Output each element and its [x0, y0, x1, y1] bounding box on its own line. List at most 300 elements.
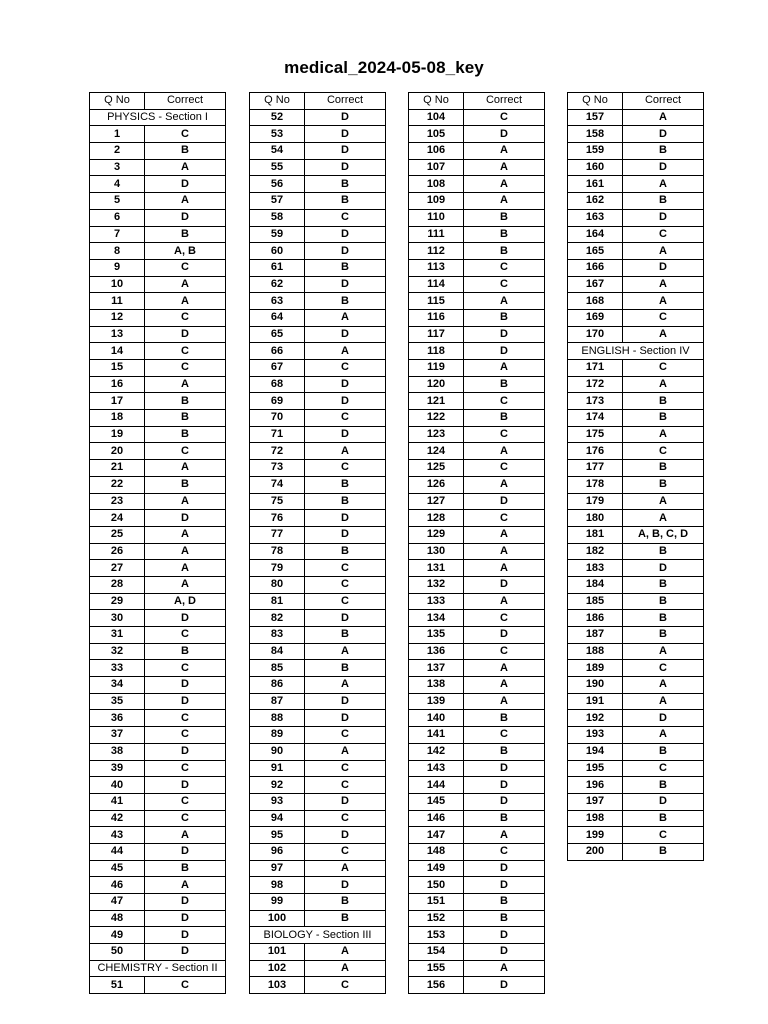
question-number: 173: [568, 393, 623, 410]
correct-answer: A: [464, 593, 545, 610]
question-number: 85: [250, 660, 305, 677]
correct-answer: D: [305, 793, 386, 810]
table-row: [409, 159, 545, 176]
table-row: [90, 877, 226, 894]
table-row: [250, 259, 386, 276]
question-number: 19: [90, 426, 145, 443]
correct-answer: C: [464, 276, 545, 293]
table-row: [409, 476, 545, 493]
table-row: [250, 126, 386, 143]
question-number: 49: [90, 927, 145, 944]
table-row: [250, 143, 386, 160]
correct-answer: D: [305, 376, 386, 393]
table-row: [568, 426, 704, 443]
table-row: [90, 610, 226, 627]
correct-answer: D: [145, 927, 226, 944]
table-row: [250, 627, 386, 644]
correct-answer: B: [305, 476, 386, 493]
table-row: [568, 810, 704, 827]
question-number: 2: [90, 143, 145, 160]
section-title: ENGLISH - Section IV: [568, 343, 704, 360]
table-row: [568, 360, 704, 377]
correct-answer: B: [464, 910, 545, 927]
correct-answer: C: [623, 226, 704, 243]
table-row: [409, 510, 545, 527]
table-row: [250, 677, 386, 694]
table-row: [90, 627, 226, 644]
correct-answer: D: [305, 243, 386, 260]
table-row: [90, 693, 226, 710]
table-row: [568, 543, 704, 560]
table-row: [250, 526, 386, 543]
question-number: 1: [90, 126, 145, 143]
correct-answer: B: [145, 143, 226, 160]
question-number: 82: [250, 610, 305, 627]
question-number: 31: [90, 627, 145, 644]
table-row: [568, 326, 704, 343]
question-number: 110: [409, 209, 464, 226]
correct-answer: D: [464, 760, 545, 777]
table-row: [250, 460, 386, 477]
question-number: 131: [409, 560, 464, 577]
correct-answer: B: [305, 493, 386, 510]
correct-answer: D: [145, 944, 226, 961]
correct-answer: B: [305, 894, 386, 911]
correct-answer: A: [464, 293, 545, 310]
table-row: [409, 910, 545, 927]
correct-answer: A: [305, 343, 386, 360]
table-row: [409, 259, 545, 276]
question-number: 106: [409, 143, 464, 160]
correct-answer: A: [464, 543, 545, 560]
table-row: [568, 309, 704, 326]
correct-answer: B: [145, 426, 226, 443]
question-number: 55: [250, 159, 305, 176]
correct-answer: C: [305, 560, 386, 577]
correct-answer: A: [464, 443, 545, 460]
correct-answer: A: [464, 159, 545, 176]
question-number: 28: [90, 576, 145, 593]
question-number: 98: [250, 877, 305, 894]
correct-answer: B: [145, 643, 226, 660]
table-row: [409, 493, 545, 510]
table-row: [250, 343, 386, 360]
table-row: [409, 226, 545, 243]
correct-answer: D: [464, 493, 545, 510]
correct-answer: C: [305, 777, 386, 794]
table-row: [90, 576, 226, 593]
question-number: 116: [409, 309, 464, 326]
table-row: [568, 627, 704, 644]
correct-answer: D: [145, 176, 226, 193]
correct-answer: A: [623, 426, 704, 443]
table-row: [409, 827, 545, 844]
correct-answer: A: [145, 376, 226, 393]
correct-answer: C: [305, 576, 386, 593]
correct-answer: D: [145, 894, 226, 911]
correct-answer: C: [145, 309, 226, 326]
correct-answer: C: [305, 810, 386, 827]
table-row: [250, 493, 386, 510]
table-row: [250, 393, 386, 410]
question-number: 190: [568, 677, 623, 694]
question-number: 18: [90, 410, 145, 427]
correct-answer: B: [623, 843, 704, 860]
table-row: [90, 677, 226, 694]
correct-answer: A: [623, 176, 704, 193]
question-number: 69: [250, 393, 305, 410]
table-row: [90, 276, 226, 293]
correct-answer: A: [145, 576, 226, 593]
correct-answer: B: [305, 259, 386, 276]
table-row: [90, 143, 226, 160]
section-title: PHYSICS - Section I: [90, 109, 226, 126]
correct-answer: B: [464, 894, 545, 911]
question-number: 195: [568, 760, 623, 777]
table-row: [409, 360, 545, 377]
table-row: [568, 510, 704, 527]
correct-answer: C: [145, 360, 226, 377]
table-row: [568, 760, 704, 777]
question-number: 63: [250, 293, 305, 310]
question-number: 121: [409, 393, 464, 410]
table-row: [568, 376, 704, 393]
table-row: [90, 326, 226, 343]
question-number: 73: [250, 460, 305, 477]
table-header-row: [568, 93, 704, 110]
correct-answer: B: [305, 543, 386, 560]
correct-answer: D: [623, 560, 704, 577]
correct-answer: A: [623, 510, 704, 527]
question-number: 72: [250, 443, 305, 460]
table-row: [409, 293, 545, 310]
question-number: 186: [568, 610, 623, 627]
table-row: [250, 727, 386, 744]
table-row: [568, 109, 704, 126]
question-number: 75: [250, 493, 305, 510]
correct-answer: A, B, C, D: [623, 526, 704, 543]
correct-answer: C: [305, 209, 386, 226]
question-number: 43: [90, 827, 145, 844]
question-number: 161: [568, 176, 623, 193]
correct-answer: C: [305, 360, 386, 377]
table-row: [250, 693, 386, 710]
correct-header: Correct: [305, 93, 386, 110]
question-number: 42: [90, 810, 145, 827]
question-number: 142: [409, 743, 464, 760]
question-number: 197: [568, 793, 623, 810]
table-row: [250, 476, 386, 493]
correct-answer: B: [145, 226, 226, 243]
table-row: [90, 760, 226, 777]
question-number: 3: [90, 159, 145, 176]
table-row: [409, 460, 545, 477]
question-number: 101: [250, 944, 305, 961]
correct-answer: A, B: [145, 243, 226, 260]
table-row: [568, 476, 704, 493]
correct-answer: D: [305, 159, 386, 176]
question-number: 89: [250, 727, 305, 744]
table-row: [90, 560, 226, 577]
correct-answer: A: [145, 543, 226, 560]
correct-answer: C: [145, 727, 226, 744]
table-row: [568, 526, 704, 543]
question-number: 74: [250, 476, 305, 493]
table-row: [90, 827, 226, 844]
table-row: [250, 326, 386, 343]
table-row: [90, 927, 226, 944]
question-number: 156: [409, 977, 464, 994]
table-row: [409, 877, 545, 894]
correct-answer: D: [145, 209, 226, 226]
question-number: 87: [250, 693, 305, 710]
table-row: [250, 860, 386, 877]
table-row: [568, 677, 704, 694]
question-number: 177: [568, 460, 623, 477]
question-number: 185: [568, 593, 623, 610]
correct-answer: A: [464, 560, 545, 577]
table-row: [250, 894, 386, 911]
correct-answer: C: [623, 309, 704, 326]
question-number: 6: [90, 209, 145, 226]
correct-answer: D: [464, 944, 545, 961]
question-number: 83: [250, 627, 305, 644]
table-row: [250, 543, 386, 560]
correct-answer: A: [623, 376, 704, 393]
table-row: [568, 843, 704, 860]
question-number: 38: [90, 743, 145, 760]
correct-answer: D: [305, 226, 386, 243]
correct-answer: D: [464, 793, 545, 810]
question-number: 168: [568, 293, 623, 310]
correct-answer: A: [305, 743, 386, 760]
correct-answer: C: [145, 810, 226, 827]
correct-answer: A: [464, 960, 545, 977]
correct-answer: A: [145, 827, 226, 844]
question-number: 78: [250, 543, 305, 560]
question-number: 194: [568, 743, 623, 760]
correct-answer: C: [145, 343, 226, 360]
question-number: 151: [409, 894, 464, 911]
table-row: [409, 343, 545, 360]
table-row: [90, 226, 226, 243]
table-row: [409, 193, 545, 210]
question-number: 70: [250, 410, 305, 427]
table-row: [90, 843, 226, 860]
correct-answer: B: [623, 393, 704, 410]
correct-answer: A: [464, 827, 545, 844]
table-row: [250, 944, 386, 961]
question-number: 200: [568, 843, 623, 860]
table-row: [90, 710, 226, 727]
correct-answer: A: [623, 243, 704, 260]
question-number: 124: [409, 443, 464, 460]
table-row: [568, 777, 704, 794]
table-row: [568, 827, 704, 844]
correct-answer: D: [464, 860, 545, 877]
correct-header: Correct: [145, 93, 226, 110]
table-row: [568, 727, 704, 744]
table-row: [568, 293, 704, 310]
correct-answer: A: [623, 493, 704, 510]
question-number: 66: [250, 343, 305, 360]
table-row: [409, 593, 545, 610]
table-row: [409, 393, 545, 410]
table-row: [250, 159, 386, 176]
question-number: 12: [90, 309, 145, 326]
question-number: 8: [90, 243, 145, 260]
table-row: [409, 927, 545, 944]
question-number: 152: [409, 910, 464, 927]
section-header-row: [568, 343, 704, 360]
question-number: 58: [250, 209, 305, 226]
table-row: [90, 944, 226, 961]
correct-answer: A: [145, 493, 226, 510]
correct-answer: A: [623, 109, 704, 126]
correct-answer: D: [145, 610, 226, 627]
question-number: 178: [568, 476, 623, 493]
table-row: [250, 576, 386, 593]
question-number: 25: [90, 526, 145, 543]
correct-answer: C: [305, 593, 386, 610]
table-row: [409, 627, 545, 644]
question-number: 97: [250, 860, 305, 877]
question-number: 139: [409, 693, 464, 710]
correct-answer: D: [145, 777, 226, 794]
correct-answer: D: [305, 109, 386, 126]
correct-answer: B: [623, 627, 704, 644]
table-row: [568, 193, 704, 210]
table-row: [409, 176, 545, 193]
correct-answer: C: [145, 760, 226, 777]
table-row: [409, 410, 545, 427]
correct-answer: B: [305, 627, 386, 644]
table-row: [250, 109, 386, 126]
table-row: [250, 510, 386, 527]
question-number: 149: [409, 860, 464, 877]
question-number: 23: [90, 493, 145, 510]
question-number: 26: [90, 543, 145, 560]
question-number: 11: [90, 293, 145, 310]
correct-answer: A: [464, 176, 545, 193]
question-number: 134: [409, 610, 464, 627]
table-row: [90, 793, 226, 810]
question-number: 146: [409, 810, 464, 827]
question-number: 96: [250, 843, 305, 860]
table-row: [250, 309, 386, 326]
table-row: [250, 426, 386, 443]
table-row: [568, 176, 704, 193]
correct-answer: A: [305, 643, 386, 660]
correct-answer: A: [464, 526, 545, 543]
question-number: 27: [90, 560, 145, 577]
question-number: 167: [568, 276, 623, 293]
question-number: 33: [90, 660, 145, 677]
table-row: [409, 309, 545, 326]
correct-answer: C: [305, 760, 386, 777]
section-header-row: [90, 109, 226, 126]
correct-answer: A, D: [145, 593, 226, 610]
question-number: 174: [568, 410, 623, 427]
question-number: 48: [90, 910, 145, 927]
correct-answer: A: [464, 360, 545, 377]
table-row: [90, 243, 226, 260]
question-number: 123: [409, 426, 464, 443]
question-number: 148: [409, 843, 464, 860]
table-row: [250, 276, 386, 293]
question-number: 13: [90, 326, 145, 343]
table-header-row: [409, 93, 545, 110]
answer-key-table-2: [249, 92, 386, 994]
question-number: 150: [409, 877, 464, 894]
question-number: 192: [568, 710, 623, 727]
correct-answer: C: [305, 727, 386, 744]
correct-answer: B: [464, 743, 545, 760]
table-row: [409, 894, 545, 911]
table-row: [90, 510, 226, 527]
table-row: [90, 910, 226, 927]
table-row: [568, 593, 704, 610]
table-row: [90, 376, 226, 393]
question-number: 187: [568, 627, 623, 644]
table-row: [568, 460, 704, 477]
correct-answer: D: [464, 627, 545, 644]
correct-answer: C: [464, 727, 545, 744]
question-number: 122: [409, 410, 464, 427]
table-row: [409, 443, 545, 460]
correct-answer: B: [464, 309, 545, 326]
table-row: [568, 226, 704, 243]
question-number: 147: [409, 827, 464, 844]
correct-answer: A: [623, 693, 704, 710]
question-number: 76: [250, 510, 305, 527]
question-number: 86: [250, 677, 305, 694]
question-number: 103: [250, 977, 305, 994]
question-number: 144: [409, 777, 464, 794]
question-number: 37: [90, 727, 145, 744]
question-number: 14: [90, 343, 145, 360]
table-row: [90, 977, 226, 994]
table-row: [409, 960, 545, 977]
question-number: 108: [409, 176, 464, 193]
correct-answer: C: [464, 109, 545, 126]
question-number: 34: [90, 677, 145, 694]
correct-answer: A: [305, 960, 386, 977]
table-row: [409, 426, 545, 443]
table-row: [409, 560, 545, 577]
correct-answer: C: [464, 259, 545, 276]
correct-answer: A: [145, 159, 226, 176]
correct-answer: C: [145, 126, 226, 143]
correct-answer: D: [623, 209, 704, 226]
question-number: 159: [568, 143, 623, 160]
correct-answer: A: [305, 944, 386, 961]
correct-answer: D: [464, 126, 545, 143]
correct-answer: A: [145, 560, 226, 577]
question-number: 81: [250, 593, 305, 610]
question-number: 41: [90, 793, 145, 810]
question-number: 171: [568, 360, 623, 377]
table-row: [250, 610, 386, 627]
question-number: 57: [250, 193, 305, 210]
answer-key-table-1: [89, 92, 226, 994]
correct-answer: B: [464, 226, 545, 243]
table-row: [568, 560, 704, 577]
table-row: [409, 109, 545, 126]
question-number: 125: [409, 460, 464, 477]
question-number: 153: [409, 927, 464, 944]
table-row: [409, 693, 545, 710]
